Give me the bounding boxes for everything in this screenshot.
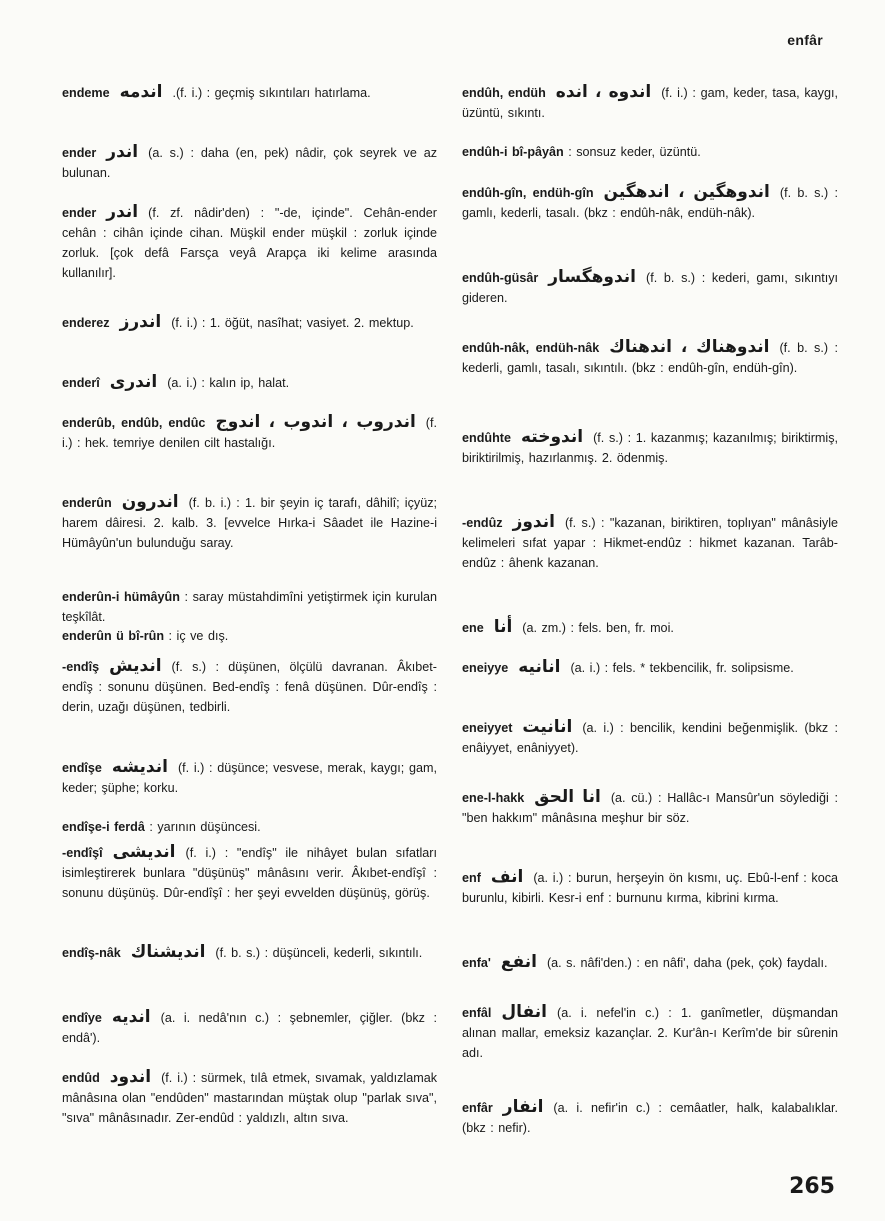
entry-headword: endûh, endüh	[462, 86, 546, 100]
entry-headword: endûh-nâk, endüh-nâk	[462, 341, 600, 355]
dictionary-entry	[462, 267, 838, 308]
entry-headword: enfa'	[462, 956, 491, 970]
entry-arabic-script: انا الحق	[534, 787, 601, 807]
entry-headword: enderûb, endûb, endûc	[62, 416, 206, 430]
dictionary-entry	[462, 1097, 838, 1138]
entry-headword: -endîş	[62, 660, 100, 674]
dictionary-entry	[62, 312, 437, 333]
dictionary-entry	[62, 202, 437, 283]
entry-definition: (f. i.) : 1. öğüt, nasîhat; vasiyet. 2. mektup.	[171, 316, 414, 330]
entry-headword: ender	[62, 146, 97, 160]
entry-definition: (a. i. nefir'in c.) : cemâatler, halk, kalabalıklar. (bkz : nefir).	[462, 1101, 838, 1135]
entry-definition: (f. b. s.) : gamlı, kederli, tasalı. (bkz : endûh-nâk, endüh-nâk).	[462, 186, 838, 220]
entry-arabic-script: اندمه	[119, 82, 163, 102]
entry-headword: endîye	[62, 1011, 102, 1025]
entry-definition: (f. b. s.) : kederi, gamı, sıkıntıyı gideren.	[462, 271, 838, 305]
entry-arabic-script: انانيه	[518, 657, 561, 677]
dictionary-entry	[462, 182, 838, 223]
entry-headword: -endîşî	[62, 846, 103, 860]
entry-headword: enderûn-i hümâyûn	[62, 590, 180, 604]
page-number: 265	[789, 1174, 835, 1199]
entry-headword: enfâr	[462, 1101, 493, 1115]
dictionary-entry	[462, 1002, 838, 1063]
dictionary-entry	[462, 337, 838, 378]
dictionary-entry	[462, 867, 838, 908]
entry-definition: (f. i.) : gam, keder, tasa, kaygı, üzüntü, sıkıntı.	[462, 86, 838, 120]
entry-arabic-script: اندوز	[512, 512, 555, 532]
dictionary-entry	[462, 82, 838, 123]
entry-arabic-script: اندروب ، اندوب ، اندوج	[215, 412, 416, 432]
entry-arabic-script: أنا	[493, 617, 513, 637]
entry-headword: ene-l-hakk	[462, 791, 525, 805]
entry-definition: (f. i.) : "endîş" ile nihâyet bulan sıfatları isimleştirerek bunlara "düşünüş" mânâsını verir. Âkıbet-endîşî : sonunu düşünüş. Dûr-endîşî : her şeyi evvelden düşünüş, görüş.	[62, 846, 437, 900]
dictionary-entry	[462, 787, 838, 828]
dictionary-entry	[62, 142, 437, 183]
entry-arabic-script: اندوهگسار	[548, 267, 637, 287]
entry-arabic-script: اندرز	[119, 312, 162, 332]
dictionary-entry	[62, 1067, 437, 1128]
entry-definition: (a. i. nefel'in c.) : 1. ganîmetler, düşmandan alınan mallar, emeksiz kazançlar. 2. Kur'ân-ı Kerîm'de bir sûrenin adı.	[462, 1006, 838, 1060]
entry-definition: (f. i.) : sürmek, tılâ etmek, sıvamak, yaldızlamak mânâsına olan "endûden" mastarından müştak olup "parlak sıva", "sıva" mânâsınadır. Zer-endûd : yaldızlı, altın sıva.	[62, 1071, 437, 1125]
entry-definition: (a. i. nedâ'nın c.) : şebnemler, çiğler. (bkz : endâ').	[62, 1011, 437, 1045]
dictionary-entry	[62, 1007, 437, 1048]
entry-definition: : iç ve dış.	[168, 629, 229, 643]
entry-definition: : sonsuz keder, üzüntü.	[568, 145, 701, 159]
entry-headword: endûh-gîn, endüh-gîn	[462, 186, 594, 200]
entry-arabic-script: اندوهگين ، اندهگين	[603, 182, 770, 202]
entry-headword: endîşe	[62, 761, 102, 775]
dictionary-entry	[62, 842, 437, 903]
entry-arabic-script: انفع	[500, 952, 537, 972]
entry-arabic-script: اندوهناك ، اندهناك	[609, 337, 770, 357]
entry-arabic-script: اندر	[106, 142, 139, 162]
dictionary-entry	[62, 656, 437, 717]
entry-definition: (f. s.) : düşünen, ölçülü davranan. Âkıbet-endîş : sonunu düşünen. Bed-endîş : fenâ düşünen. Dûr-endîş : derin, uzağı düşünen, tedbirli.	[62, 660, 437, 714]
entry-definition: (a. i.) : kalın ip, halat.	[167, 376, 290, 390]
entry-headword: enf	[462, 871, 481, 885]
dictionary-entry	[462, 512, 838, 573]
entry-definition: (f. b. s.) : kederli, gamlı, tasalı, sıkıntılı. (bkz : endûh-gîn, endüh-gîn).	[462, 341, 838, 375]
entry-headword: eneiyye	[462, 661, 509, 675]
entry-headword: endeme	[62, 86, 110, 100]
entry-arabic-script: اندود	[109, 1067, 152, 1087]
entry-definition: (f. i.) : düşünce; vesvese, merak, kaygı; gam, keder; şüphe; korku.	[62, 761, 437, 795]
running-head: enfâr	[787, 32, 823, 48]
entry-definition: : yarının düşüncesi.	[149, 820, 261, 834]
entry-definition: (f. s.) : 1. kazanmış; kazanılmış; biriktirmiş, biriktirilmiş, hazırlanmış. 2. ödenmiş.	[462, 431, 838, 465]
entry-headword: ene	[462, 621, 484, 635]
entry-headword: endûh-güsâr	[462, 271, 539, 285]
entry-arabic-script: انانيت	[522, 717, 573, 737]
entry-headword: enfâl	[462, 1006, 492, 1020]
dictionary-entry	[462, 427, 838, 468]
entry-headword: enderî	[62, 376, 100, 390]
dictionary-entry	[62, 757, 437, 798]
entry-arabic-script: اندوه ، انده	[555, 82, 652, 102]
dictionary-entry	[62, 942, 437, 963]
entry-headword: endûh-i bî-pâyân	[462, 145, 564, 159]
entry-headword: -endûz	[462, 516, 503, 530]
dictionary-entry	[462, 717, 838, 758]
entry-definition: (a. zm.) : fels. ben, fr. moi.	[522, 621, 674, 635]
entry-arabic-script: انديشى	[112, 842, 176, 862]
entry-definition: (f. b. s.) : düşünceli, kederli, sıkıntılı.	[215, 946, 423, 960]
dictionary-entry	[462, 142, 838, 162]
entry-arabic-script: اندرى	[109, 372, 158, 392]
dictionary-entry	[62, 82, 437, 103]
entry-arabic-script: انفال	[501, 1002, 547, 1022]
entry-arabic-script: انديه	[111, 1007, 151, 1027]
entry-definition: (a. s. nâfi'den.) : en nâfi', daha (pek, çok) faydalı.	[546, 956, 828, 970]
entry-headword: endûhte	[462, 431, 511, 445]
dictionary-entry	[462, 617, 838, 638]
dictionary-entry	[62, 587, 437, 627]
entry-definition: (a. i.) : fels. * tekbencilik, fr. solipsisme.	[570, 661, 794, 675]
dictionary-entry	[462, 952, 838, 973]
entry-definition: (a. cü.) : Hallâc-ı Mansûr'un söylediği : "ben hakkım" mânâsına meşhur bir söz.	[462, 791, 838, 825]
entry-headword: endûd	[62, 1071, 100, 1085]
entry-headword: endîşe-i ferdâ	[62, 820, 145, 834]
entry-arabic-script: انديشناك	[130, 942, 206, 962]
entry-definition: (f. s.) : "kazanan, biriktiren, toplıyan" mânâsiyle kelimeleri sıfat yapar : Hikmet-endûz : hikmet kazanan. Tarâb-endûz : âhenk kazanan.	[462, 516, 838, 570]
entry-definition: .(f. i.) : geçmiş sıkıntıları hatırlama.	[172, 86, 371, 100]
entry-arabic-script: انفار	[502, 1097, 544, 1117]
entry-definition: (f. zf. nâdir'den) : "-de, içinde". Cehân-ender cehân : cihân içinde cihan. Müşkil ender müşkil : zorluk içinde zorluk. [çok defâ Farsça veyâ Arapça iki kelime arasında kullanılır].	[62, 206, 437, 280]
entry-arabic-script: اندرون	[121, 492, 179, 512]
dictionary-entry	[462, 657, 838, 678]
entry-arabic-script: اندر	[106, 202, 139, 222]
entry-headword: eneiyyet	[462, 721, 513, 735]
entry-definition: (f. b. i.) : 1. bir şeyin iç tarafı, dâhilî; içyüz; harem dâiresi. 2. kalb. 3. [evvelce Hırka-i Sâadet ile Hazine-i Hümâyûn'un bulunduğu saray.	[62, 496, 437, 550]
entry-definition: (a. i.) : burun, herşeyin ön kısmı, uç. Ebû-l-enf : koca burunlu, kibirli. Kesr-i enf : burnunu kırma, kibrini kırma.	[462, 871, 838, 905]
entry-headword: enderez	[62, 316, 110, 330]
entry-headword: enderûn ü bî-rûn	[62, 629, 165, 643]
entry-arabic-script: انف	[490, 867, 524, 887]
entry-arabic-script: اندوخته	[520, 427, 584, 447]
entry-arabic-script: انديش	[109, 656, 162, 676]
dictionary-entry	[62, 817, 437, 837]
dictionary-entry	[62, 626, 437, 646]
entry-arabic-script: انديشه	[111, 757, 168, 777]
dictionary-entry	[62, 412, 437, 453]
dictionary-entry	[62, 492, 437, 553]
entry-definition: (f. i.) : hek. temriye denilen cilt hastalığı.	[62, 416, 437, 450]
entry-definition: (a. s.) : daha (en, pek) nâdir, çok seyrek ve az bulunan.	[62, 146, 437, 180]
entry-definition: : saray müstahdimîni yetiştirmek için kurulan teşkîlât.	[62, 590, 438, 624]
entry-definition: (a. i.) : bencilik, kendini beğenmişlik. (bkz : enâiyyet, enâniyyet).	[462, 721, 838, 755]
dictionary-entry	[62, 372, 437, 393]
entry-headword: endîş-nâk	[62, 946, 121, 960]
entry-headword: ender	[62, 206, 97, 220]
entry-headword: enderûn	[62, 496, 112, 510]
